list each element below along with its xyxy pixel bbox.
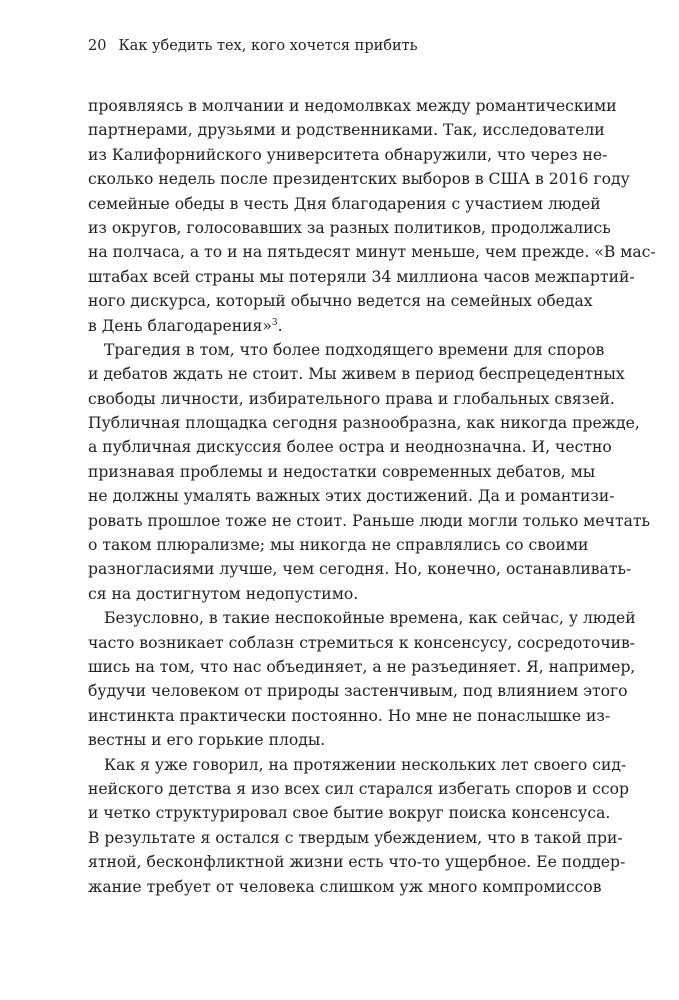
running-title: Как убедить тех, кого хочется прибить bbox=[118, 38, 418, 54]
text-line: о таком плюрализме; мы никогда не справлялись со своими bbox=[88, 536, 589, 555]
footnote-reference: 3 bbox=[271, 317, 278, 328]
text-line: проявляясь в молчании и недомолвках между романтическими bbox=[88, 97, 617, 115]
text-line: и четко структурировал свое бытие вокруг поиска консенсуса. bbox=[88, 804, 611, 823]
text-line: нейского детства я изо всех сил старался избегать споров и ссор bbox=[88, 779, 629, 798]
text-line: ся на достигнутом недопустимо. bbox=[88, 584, 359, 603]
text-line: штабах всей страны мы потеряли 34 миллиона часов межпартий- bbox=[88, 267, 635, 286]
text-line: жание требует от человека слишком уж много компромиссов bbox=[88, 877, 602, 896]
text-line: партнерами, друзьями и родственниками. Так, исследователи bbox=[88, 121, 605, 140]
text-line: вестны и его горькие плоды. bbox=[88, 731, 326, 750]
text-line: Безусловно, в такие неспокойные времена, как сейчас, у людей bbox=[104, 609, 636, 628]
text-line: шись на том, что нас объединяет, а не разъединяет. Я, например, bbox=[88, 657, 636, 676]
text-line: не должны умалять важных этих достижений. Да и романтизи- bbox=[88, 487, 615, 506]
text-line: и дебатов ждать не стоит. Мы живем в период беспрецедентных bbox=[88, 365, 625, 384]
text-line: инстинкта практически постоянно. Но мне не понаслышке из- bbox=[88, 706, 611, 725]
text-line: часто возникает соблазн стремиться к консенсусу, сосредоточив- bbox=[88, 633, 636, 652]
text-line: будучи человеком от природы застенчивым, под влиянием этого bbox=[88, 682, 628, 701]
text-line: а публичная дискуссия более остра и неоднозначна. И, честно bbox=[88, 438, 612, 457]
text-line: разногласиями лучше, чем сегодня. Но, конечно, останавливать- bbox=[88, 560, 632, 579]
text-line: Трагедия в том, что более подходящего времени для споров bbox=[104, 340, 605, 359]
paragraph-2 bbox=[88, 338, 651, 606]
running-header bbox=[88, 37, 418, 55]
text-line: Как я уже говорил, на протяжении нескольких лет своего сид- bbox=[104, 755, 627, 774]
text-line: семейные обеды в честь Дня благодарения с участием людей bbox=[88, 194, 601, 213]
text-line: ровать прошлое тоже не стоит. Раньше люди могли только мечтать bbox=[88, 511, 651, 530]
text-line: ного дискурса, который обычно ведется на семейных обедах bbox=[88, 292, 593, 311]
text-line: Публичная площадка сегодня разнообразна, как никогда прежде, bbox=[88, 414, 640, 433]
text-fragment: в День благодарения» bbox=[88, 316, 272, 335]
text-fragment: . bbox=[277, 316, 283, 335]
text-line: свободы личности, избирательного права и глобальных связей. bbox=[88, 389, 615, 408]
text-line: признавая проблемы и недостатки современных дебатов, мы bbox=[88, 462, 596, 481]
text-line: сколько недель после президентских выборов в США в 2016 году bbox=[88, 170, 630, 189]
text-line: ятной, бесконфликтной жизни есть что-то ущербное. Ее поддер- bbox=[88, 853, 626, 872]
paragraph-3 bbox=[88, 606, 636, 752]
text-line: В результате я остался с твердым убеждением, что в такой при- bbox=[88, 828, 623, 847]
page-number: 20 bbox=[88, 38, 107, 54]
text-line: на полчаса, а то и на пятьдесят минут меньше, чем прежде. «В мас- bbox=[88, 243, 656, 262]
paragraph-4 bbox=[88, 753, 629, 899]
paragraph-1 bbox=[88, 94, 656, 338]
body-text bbox=[88, 94, 656, 899]
text-line: из округов, голосовавших за разных политиков, продолжались bbox=[88, 218, 611, 237]
text-line bbox=[88, 314, 588, 338]
text-line: из Калифорнийского университета обнаружили, что через не- bbox=[88, 145, 608, 164]
